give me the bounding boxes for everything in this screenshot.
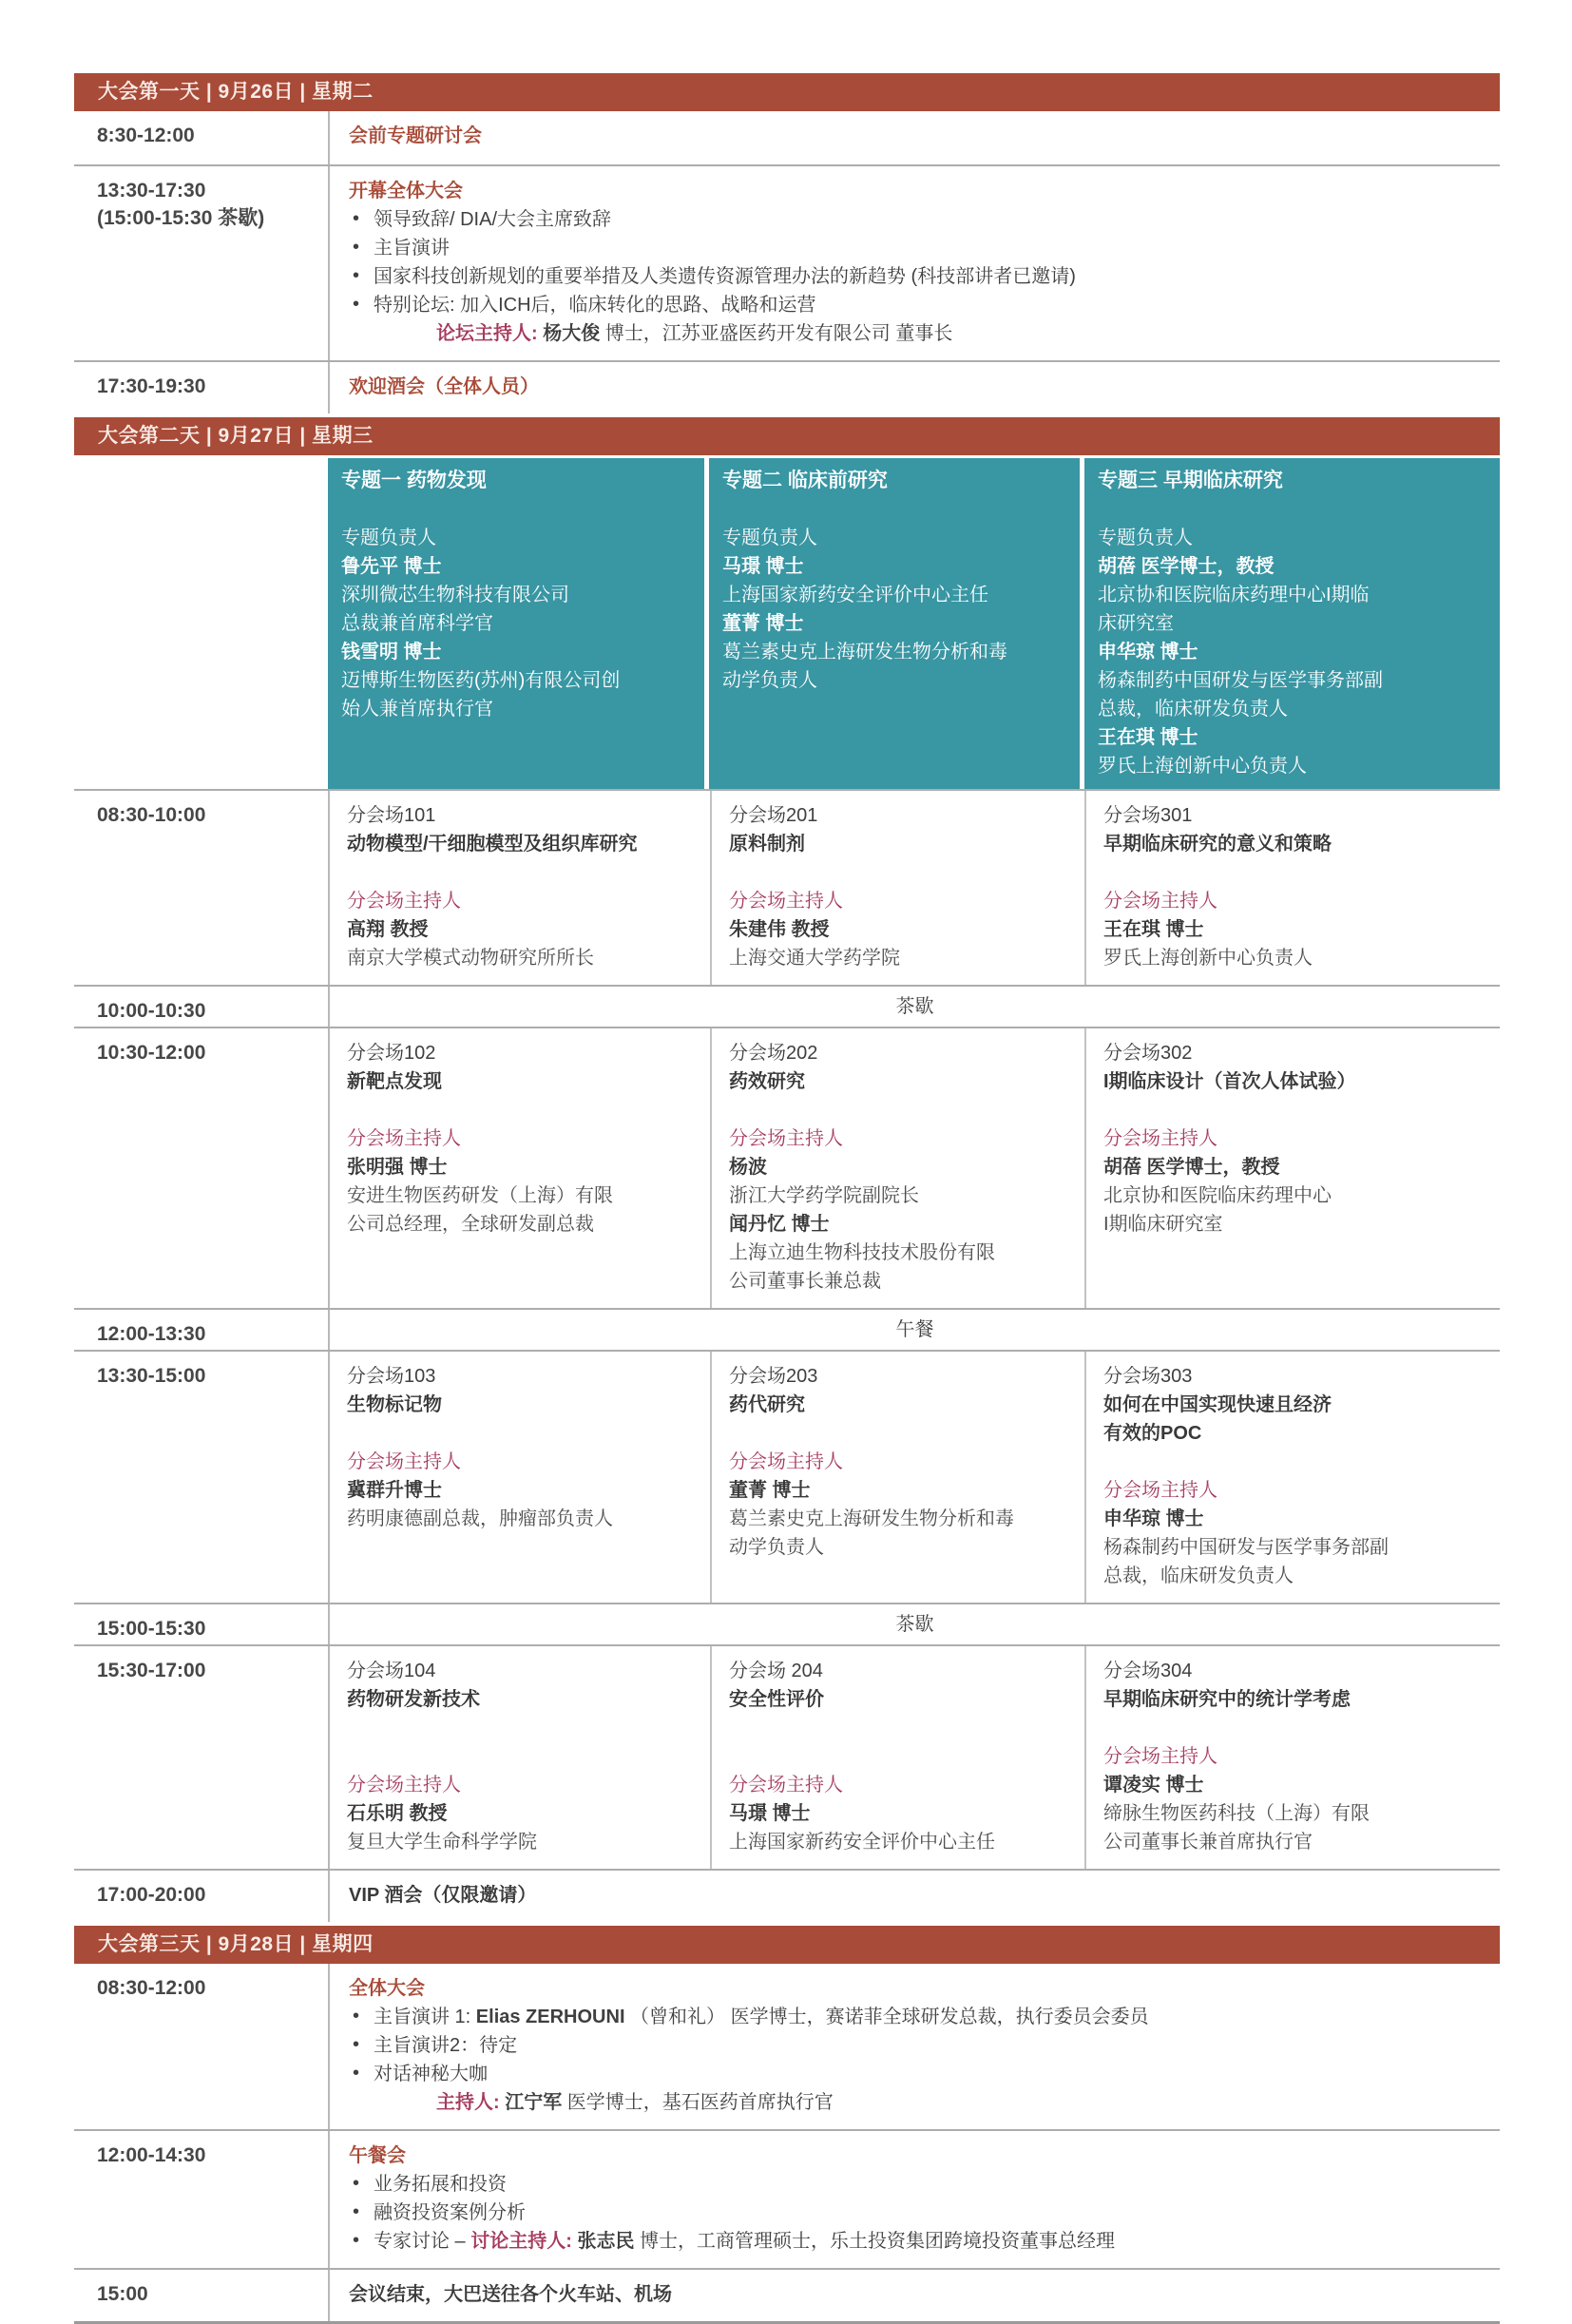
bullet-text: 专家讨论 – [374, 2231, 471, 2252]
session-title: I期临床设计（首次人体试验） [1103, 1071, 1356, 1092]
bullet-item [349, 2003, 1485, 2031]
lunch-cell: 午餐 [328, 1310, 1500, 1350]
topics-container [328, 458, 1500, 789]
person-org: 公司董事长兼总裁 [729, 1271, 881, 1292]
session-code: 分会场302 [1103, 1043, 1193, 1064]
session-title: VIP 酒会（仅限邀请） [349, 1885, 537, 1906]
person-name: 申华琼 博士 [1103, 1508, 1204, 1529]
day2-row-break2 [74, 1603, 1500, 1644]
session-code: 分会场 204 [729, 1661, 823, 1681]
topic-lead-label: 专题负责人 [1098, 528, 1193, 548]
session-title: 原料制剂 [729, 834, 805, 855]
time-cell: 10:00-10:30 [97, 1000, 206, 1022]
bullet-item: • 领导致辞/ DIA/大会主席致辞 [349, 205, 1485, 234]
topic-lead-label: 专题负责人 [341, 528, 436, 548]
day2-row-sessions-102 [74, 1027, 1500, 1308]
session-title: 午餐会 [349, 2145, 406, 2166]
bullet-item: • 对话神秘大咖 [349, 2060, 1485, 2088]
person-org: I期临床研究室 [1103, 1214, 1223, 1235]
person-org: 总裁兼首席科学官 [341, 613, 493, 634]
time-cell: 12:00-13:30 [97, 1323, 206, 1345]
bullet-text: 主旨演讲 1: [374, 2007, 476, 2027]
day1-header-bar: 大会第一天 | 9月26日 | 星期二 [74, 73, 1500, 111]
session-cell-302 [1084, 1028, 1500, 1308]
person-org: 罗氏上海创新中心负责人 [1103, 948, 1313, 969]
session-cell [328, 2131, 1500, 2268]
session-code: 分会场202 [729, 1043, 818, 1064]
chair-label: 分会场主持人 [729, 1128, 843, 1149]
person-name: 钱雪明 博士 [341, 642, 442, 663]
person-org: 浙江大学药学院副院长 [729, 1185, 919, 1206]
bullet-item: • 国家科技创新规划的重要举措及人类遗传资源管理办法的新趋势 (科技部讲者已邀请) [349, 262, 1485, 291]
person-org: 上海国家新药安全评价中心主任 [729, 1832, 995, 1853]
session-title: 会前专题研讨会 [349, 125, 482, 146]
session-cell-104 [330, 1646, 710, 1869]
speaker-name: Elias ZERHOUNI [475, 2007, 625, 2027]
session-cell-101 [330, 791, 710, 985]
chair-label: 分会场主持人 [729, 1775, 843, 1796]
time-note: (15:00-15:30 茶歇) [97, 207, 265, 229]
chair-label: 分会场主持人 [347, 891, 461, 912]
person-name: 王在琪 博士 [1103, 919, 1204, 940]
session-code: 分会场101 [347, 805, 436, 826]
session-title: 安全性评价 [729, 1689, 824, 1710]
person-org: 深圳微芯生物科技有限公司 [341, 585, 569, 605]
day3-row-lunch-meeting [74, 2129, 1500, 2268]
person-name: 石乐明 教授 [347, 1803, 448, 1824]
session-title: 如何在中国实现快速且经济 [1103, 1394, 1332, 1415]
time-cell: 13:30-15:00 [97, 1365, 206, 1387]
session-cell [328, 1964, 1500, 2129]
topic-title: 专题一 药物发现 [341, 470, 487, 491]
agenda-sheet [74, 73, 1500, 2324]
person-name: 鲁先平 博士 [341, 556, 442, 577]
day2-row-break1 [74, 985, 1500, 1027]
session-cell-201 [710, 791, 1084, 985]
time-cell: 15:30-17:00 [97, 1660, 206, 1681]
session-cell-304 [1084, 1646, 1500, 1869]
session-cell-303 [1084, 1352, 1500, 1603]
time-cell: 8:30-12:00 [97, 125, 195, 146]
person-name: 冀群升博士 [347, 1480, 442, 1501]
session-cell [328, 166, 1500, 360]
person-name: 杨波 [729, 1157, 767, 1178]
chair-label: 分会场主持人 [1103, 1746, 1217, 1767]
session-cell-102 [330, 1028, 710, 1308]
topic3-box [1084, 458, 1500, 789]
host-label: 论坛主持人: [436, 323, 538, 344]
time-cell [74, 166, 328, 360]
session-title: 生物标记物 [347, 1394, 442, 1415]
sessions-container [328, 791, 1500, 985]
person-org: 动学负责人 [722, 670, 817, 691]
person-org: 葛兰素史克上海研发生物分析和毒 [722, 642, 1007, 663]
host-affiliation: 博士，工商管理硕士，乐土投资集团跨境投资董事总经理 [634, 2231, 1116, 2252]
discussion-host-label: 讨论主持人: [470, 2231, 572, 2252]
day2-row-sessions-103 [74, 1350, 1500, 1603]
person-name: 申华琼 博士 [1098, 642, 1198, 663]
session-title: 早期临床研究中的统计学考虑 [1103, 1689, 1351, 1710]
host-name: 江宁军 [505, 2092, 563, 2113]
session-title: 动物模型/干细胞模型及组织库研究 [347, 834, 638, 855]
break-cell: 茶歇 [328, 1604, 1500, 1644]
session-cell-103 [330, 1352, 710, 1603]
session-cell-204 [710, 1646, 1084, 1869]
person-org: 床研究室 [1098, 613, 1174, 634]
person-org: 缔脉生物医药科技（上海）有限 [1103, 1803, 1370, 1824]
host-name: 张志民 [571, 2231, 635, 2252]
person-org: 葛兰素史克上海研发生物分析和毒 [729, 1508, 1014, 1529]
person-org: 南京大学模式动物研究所所长 [347, 948, 594, 969]
time-cell: 08:30-12:00 [97, 1977, 206, 1999]
host-name: 杨大俊 [543, 323, 601, 344]
person-name: 董菁 博士 [722, 613, 804, 634]
time-cell: 10:30-12:00 [97, 1042, 206, 1064]
bullet-item: • 主旨演讲 [349, 234, 1485, 262]
host-affiliation: 博士，江苏亚盛医药开发有限公司 董事长 [600, 323, 953, 344]
time-cell: 17:00-20:00 [97, 1884, 206, 1906]
session-code: 分会场103 [347, 1366, 436, 1387]
sessions-container [328, 1646, 1500, 1869]
day3-row-plenary [74, 1964, 1500, 2129]
bullet-item: • 业务拓展和投资 [349, 2170, 1485, 2199]
chair-label: 分会场主持人 [347, 1775, 461, 1796]
time-cell: 12:00-14:30 [97, 2144, 206, 2166]
day1-row-morning [74, 111, 1500, 164]
person-org: 北京协和医院临床药理中心I期临 [1098, 585, 1370, 605]
session-code: 分会场104 [347, 1661, 436, 1681]
vip-cell [328, 1871, 1500, 1922]
person-name: 谭凌实 博士 [1103, 1775, 1204, 1796]
person-name: 朱建伟 教授 [729, 919, 830, 940]
topic-lead-label: 专题负责人 [722, 528, 817, 548]
day2-header-bar: 大会第二天 | 9月27日 | 星期三 [74, 417, 1500, 455]
session-title: 药代研究 [729, 1394, 805, 1415]
day3-row-closing [74, 2268, 1500, 2324]
person-org: 药明康德副总裁，肿瘤部负责人 [347, 1508, 613, 1529]
bullet-item: • 融资投资案例分析 [349, 2199, 1485, 2227]
person-name: 胡蓓 医学博士，教授 [1098, 556, 1275, 577]
chair-label: 分会场主持人 [729, 1451, 843, 1472]
person-org: 杨森制药中国研发与医学事务部副 [1098, 670, 1383, 691]
chair-label: 分会场主持人 [1103, 1480, 1217, 1501]
host-label: 主持人: [436, 2092, 500, 2113]
topic1-box [328, 458, 704, 789]
person-name: 马璟 博士 [722, 556, 804, 577]
forum-host-line [349, 319, 1485, 348]
person-org: 动学负责人 [729, 1537, 824, 1558]
session-cell [328, 362, 1500, 413]
topic-title: 专题三 早期临床研究 [1098, 470, 1283, 491]
day1-row-reception [74, 360, 1500, 413]
day2-row-sessions-104 [74, 1644, 1500, 1869]
bullet-item [349, 2227, 1485, 2256]
session-cell [328, 111, 1500, 164]
person-name: 王在琪 博士 [1098, 727, 1198, 748]
speaker-affiliation: （曾和礼） 医学博士，赛诺菲全球研发总裁，执行委员会委员 [624, 2007, 1149, 2027]
chair-label: 分会场主持人 [347, 1451, 461, 1472]
chair-label: 分会场主持人 [729, 891, 843, 912]
person-org: 复旦大学生命科学学院 [347, 1832, 537, 1853]
person-name: 董菁 博士 [729, 1480, 811, 1501]
person-name: 胡蓓 医学博士，教授 [1103, 1157, 1280, 1178]
time-cell: 15:00 [97, 2283, 148, 2305]
session-code: 分会场201 [729, 805, 818, 826]
person-name: 马璟 博士 [729, 1803, 811, 1824]
topic2-box [709, 458, 1080, 789]
session-code: 分会场102 [347, 1043, 436, 1064]
person-org: 总裁，临床研发负责人 [1098, 699, 1288, 720]
closing-cell [328, 2270, 1500, 2321]
sessions-container [328, 1028, 1500, 1308]
chair-label: 分会场主持人 [1103, 1128, 1217, 1149]
person-org: 始人兼首席执行官 [341, 699, 493, 720]
person-org: 罗氏上海创新中心负责人 [1098, 756, 1307, 777]
person-name: 高翔 教授 [347, 919, 429, 940]
time-cell: 08:30-10:00 [97, 804, 206, 826]
day2-row-vip [74, 1869, 1500, 1922]
session-title: 新靶点发现 [347, 1071, 442, 1092]
time-cell-empty [74, 455, 328, 789]
day2-row-lunch [74, 1308, 1500, 1350]
person-org: 安进生物医药研发（上海）有限 [347, 1185, 613, 1206]
time-range: 13:30-17:30 [97, 180, 206, 202]
person-org: 上海立迪生物科技技术股份有限 [729, 1242, 995, 1263]
person-org: 上海国家新药安全评价中心主任 [722, 585, 988, 605]
session-title: 开幕全体大会 [349, 181, 463, 202]
session-cell-202 [710, 1028, 1084, 1308]
time-cell: 15:00-15:30 [97, 1618, 206, 1640]
chair-label: 分会场主持人 [1103, 891, 1217, 912]
session-code: 分会场203 [729, 1366, 818, 1387]
day2-row-sessions-101 [74, 789, 1500, 985]
day2-topics-row [74, 455, 1500, 789]
session-code: 分会场301 [1103, 805, 1193, 826]
session-cell-203 [710, 1352, 1084, 1603]
chair-label: 分会场主持人 [347, 1128, 461, 1149]
bullet-item: • 特别论坛: 加入ICH后，临床转化的思路、战略和运营 [349, 291, 1485, 319]
person-org: 上海交通大学药学院 [729, 948, 900, 969]
session-title: 早期临床研究的意义和策略 [1103, 834, 1332, 855]
session-title-line2: 有效的POC [1103, 1423, 1202, 1444]
person-name: 张明强 博士 [347, 1157, 448, 1178]
bullet-item: • 主旨演讲2：待定 [349, 2031, 1485, 2060]
closing-text: 会议结束，大巴送往各个火车站、机场 [349, 2284, 672, 2305]
break-cell: 茶歇 [328, 987, 1500, 1027]
person-org: 公司总经理，全球研发副总裁 [347, 1214, 594, 1235]
session-title: 全体大会 [349, 1978, 425, 1999]
session-title: 欢迎酒会（全体人员） [349, 376, 539, 397]
session-cell-301 [1084, 791, 1500, 985]
session-code: 分会场303 [1103, 1366, 1193, 1387]
person-org: 总裁，临床研发负责人 [1103, 1565, 1294, 1586]
person-org: 北京协和医院临床药理中心 [1103, 1185, 1332, 1206]
person-org: 公司董事长兼首席执行官 [1103, 1832, 1313, 1853]
host-line [349, 2088, 1485, 2117]
session-title: 药物研发新技术 [347, 1689, 480, 1710]
time-cell: 17:30-19:30 [97, 375, 206, 397]
host-affiliation: 医学博士，基石医药首席执行官 [562, 2092, 834, 2113]
session-title: 药效研究 [729, 1071, 805, 1092]
topic-title: 专题二 临床前研究 [722, 470, 888, 491]
session-code: 分会场304 [1103, 1661, 1193, 1681]
sessions-container [328, 1352, 1500, 1603]
person-name: 闻丹忆 博士 [729, 1214, 830, 1235]
day3-header-bar: 大会第三天 | 9月28日 | 星期四 [74, 1926, 1500, 1964]
person-org: 迈博斯生物医药(苏州)有限公司创 [341, 670, 621, 691]
person-org: 杨森制药中国研发与医学事务部副 [1103, 1537, 1389, 1558]
day1-row-opening-plenary [74, 164, 1500, 360]
